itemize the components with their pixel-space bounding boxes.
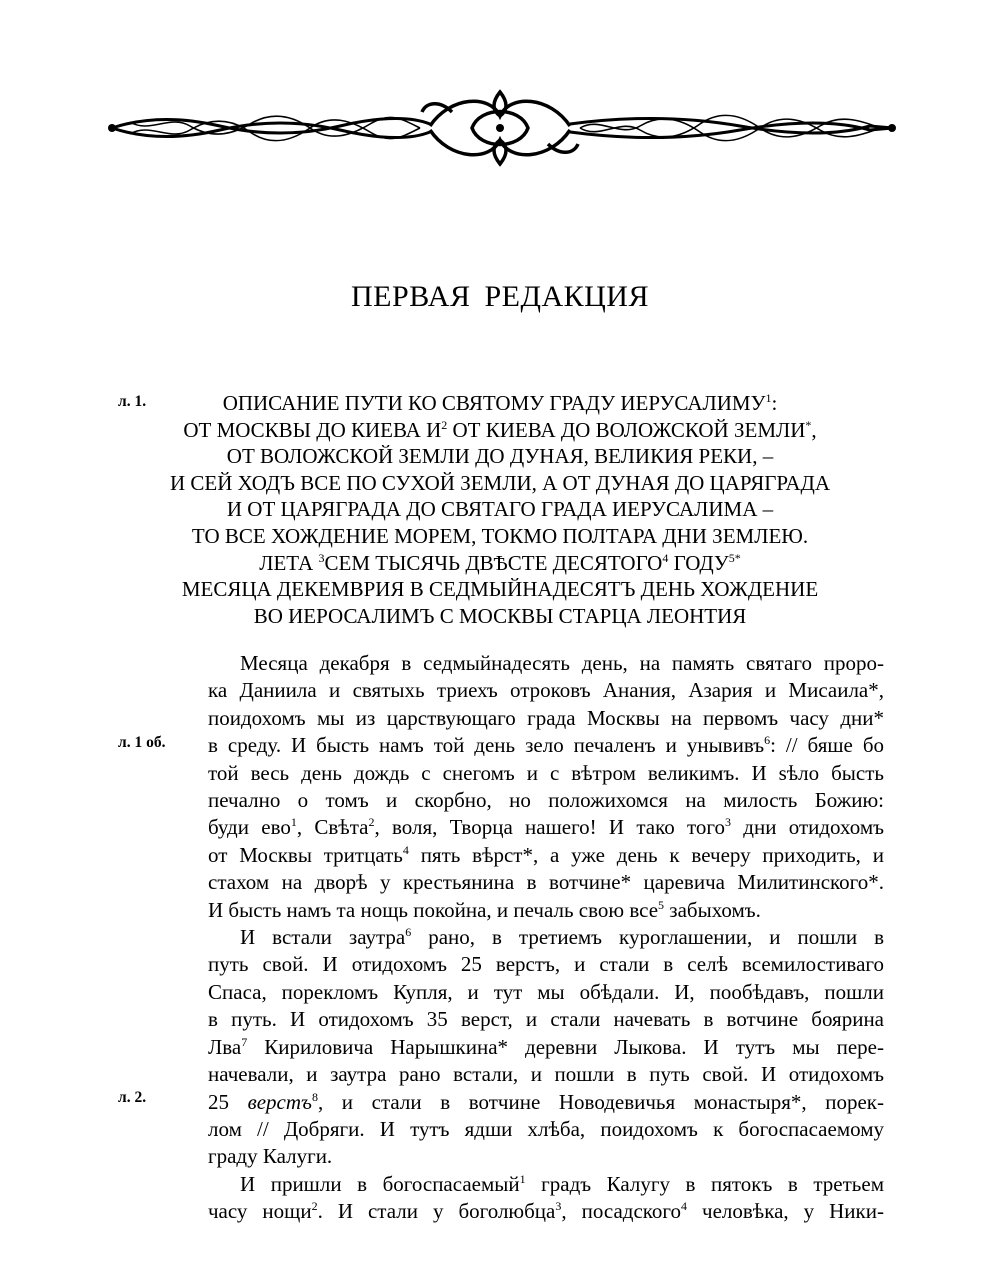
text-line: часу нощи$^2$. И стали у боголюбца$^3$, посадского$^4$ человѣка, у Ники- xyxy=(208,1199,884,1224)
text-line: той весь день дождь с снегомъ и с вѣтром великимъ. И ѕѣло бысть xyxy=(208,760,884,785)
section-heading xyxy=(130,390,870,629)
text-line: начевали, и заутра рано встали, и пошли в путь свой. И отидохомъ xyxy=(208,1062,884,1087)
text-line: путь свой. И отидохомъ 25 верстъ, и стали в селѣ всемилостиваго xyxy=(208,952,884,977)
heading-line: ОТ МОСКВЫ ДО КИЕВА $И^2$ ОТ КИЕВА ДО ВОЛОЖСКОЙ ЗЕМЛИ*, xyxy=(183,417,817,442)
text-line: Лва$^7$ Кириловича Нарышкина* деревни Лыкова. И тутъ мы пере- xyxy=(208,1034,884,1059)
text-line: стахом на дворѣ у крестьянина в вотчине* царевича Милитинского*. xyxy=(208,870,884,895)
text-line: лом // Добряги. И тутъ ядши хлѣба, поидохомъ к богоспасаемому xyxy=(208,1116,884,1141)
heading-line: И ОТ ЦАРЯГРАДА ДО СВЯТАГО ГРАДА ИЕРУСАЛИМА – xyxy=(226,497,774,522)
text-line: ка Даниила и святыхь триехъ отроковъ Анания, Азария и Мисаила*, xyxy=(208,678,884,703)
heading-line: ТО ВСЕ ХОЖДЕНИЕ МОРЕМ, ТОКМО ПОЛТАРА ДНИ ЗЕМЛЕЮ. xyxy=(191,523,809,548)
text-line: И бысть намъ та нощь покойна, и печаль свою все$^5$ забыхомъ. xyxy=(208,897,761,922)
page-title: ПЕРВАЯ РЕДАКЦИЯ xyxy=(351,280,649,313)
body-text xyxy=(208,650,884,1226)
text-line: 25 верстъ$^8$, и стали в вотчине Новодевичья монастыря*, порек- xyxy=(208,1089,884,1114)
text-line: И встали заутра$^6$ рано, в третиемъ куроглашении, и пошли в xyxy=(240,925,884,950)
folio-note-l2: л. 2. xyxy=(118,1089,147,1106)
text-line: Месяца декабря в седмыйнадесять день, на память святаго проро- xyxy=(240,651,884,675)
text-line: буди ево$^1$, Свѣта$^2$, воля, Творца нашего! И тако того$^3$ дни отидохомъ xyxy=(208,815,884,840)
text-line: Спаса, порекломъ Купля, и тут мы обѣдали. И, пообѣдавъ, пошли xyxy=(208,979,884,1004)
heading-line: И СЕЙ ХОДЪ ВСЕ ПО СУХОЙ ЗЕМЛИ, А ОТ ДУНАЯ ДО ЦАРЯГРАДА xyxy=(169,470,831,495)
heading-line: ОПИСАНИЕ ПУТИ КО СВЯТОМУ ГРАДУ ИЕРУСАЛИМУ$^1$: xyxy=(222,391,778,415)
text-line: поидохомъ мы из царствующаго града Москвы на первомъ часу дни* xyxy=(208,705,884,730)
text-line: граду Калуги. xyxy=(208,1144,333,1169)
heading-line: ЛЕТА $^3$СЕМ ТЫСЯЧЬ ДВѢСТЕ ДЕСЯТОГО$^4$ $ГОДУ^{5*}$ xyxy=(259,550,741,575)
heading-line: МЕСЯЦА ДЕКЕМВРИЯ В СЕДМЫЙНАДЕСЯТЪ ДЕНЬ ХОЖДЕНИЕ xyxy=(181,577,819,602)
interlace-ornament-icon xyxy=(100,86,900,170)
text-line: от Москвы тритцать$^4$ пять вѣрст*, а уже день к вечеру приходить, и xyxy=(208,842,884,867)
heading-line: ОТ ВОЛОЖСКОЙ ЗЕМЛИ ДО ДУНАЯ, ВЕЛИКИЯ РЕКИ, – xyxy=(226,444,774,469)
text-line: в путь. И отидохомъ 35 верст, и стали начевать в вотчине боярина xyxy=(208,1007,884,1032)
heading-line: ВО ИЕРОСАЛИМЪ С МОСКВЫ СТАРЦА ЛЕОНТИЯ xyxy=(253,603,747,628)
folio-note-l1: л. 1. xyxy=(118,393,147,410)
folio-note-l1ob: л. 1 об. xyxy=(118,734,166,751)
text-line: печално о томъ и скорбно, но положихомся на милость Божию: xyxy=(208,788,884,813)
text-line: в среду. И бысть намъ той день зело печаленъ и унывивъ$^6$: // бяше бо xyxy=(208,733,884,758)
text-line: И пришли в богоспасаемый$^1$ градъ Калугу в пятокъ в третьем xyxy=(240,1171,884,1196)
